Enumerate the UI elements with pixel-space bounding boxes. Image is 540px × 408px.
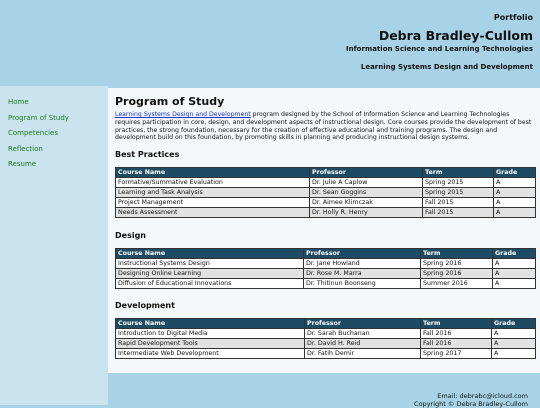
course-cell: Diffusion of Educational Innovations [116, 279, 304, 289]
professor-cell: Dr. David H. Reid [305, 339, 421, 349]
grade-cell: A [493, 259, 536, 269]
col-header-term: Term [421, 249, 493, 259]
site-footer [108, 373, 540, 408]
nav-item-reflection[interactable]: Reflection [8, 145, 43, 153]
main-content [108, 88, 540, 373]
course-cell: Intermediate Web Development [116, 349, 305, 359]
grade-cell: A [492, 349, 536, 359]
term-cell: Spring 2016 [421, 269, 493, 279]
grade-cell: A [493, 269, 536, 279]
intro-text: program designed by the School of Information Science and Learning Technologies requires participation in core, design, and development aspects of instructional design. Core courses provide the development of best practices, the strong foundation, necessary for the creation of effective educational and training programs. The design and development build on this foundation, by promoting skills in planning and producing instructional design systems. [115, 111, 532, 142]
grade-cell: A [494, 208, 536, 218]
grade-cell: A [494, 198, 536, 208]
site-header [0, 0, 540, 86]
professor-cell: Dr. Aimee Klimczak [310, 198, 423, 208]
professor-cell: Dr. Holly R. Henry [310, 208, 423, 218]
nav-item-competencies[interactable]: Competencies [8, 129, 58, 137]
table-row [116, 349, 536, 359]
professor-cell: Dr. Julie A Caplow [310, 178, 423, 188]
course-cell: Rapid Development Tools [116, 339, 305, 349]
professor-cell: Dr. Thitinun Boonseng [304, 279, 421, 289]
term-cell: Summer 2016 [421, 279, 493, 289]
course-cell: Needs Assessment [116, 208, 310, 218]
term-cell: Fall 2015 [423, 208, 494, 218]
program-subtitle: Information Science and Learning Technologies [346, 45, 533, 53]
term-cell: Fall 2015 [423, 198, 494, 208]
table-header-row [116, 168, 536, 178]
design-table [115, 248, 536, 289]
term-cell: Spring 2015 [423, 178, 494, 188]
course-cell: Learning and Task Analysis [116, 188, 310, 198]
col-header-term: Term [423, 168, 494, 178]
section-title-development: Development [115, 301, 175, 310]
nav-item-resume[interactable]: Resume [8, 160, 37, 168]
term-cell: Spring 2015 [423, 188, 494, 198]
table-row [116, 208, 536, 218]
col-header-professor: Professor [305, 319, 421, 329]
table-row [116, 339, 536, 349]
term-cell: Fall 2016 [421, 329, 492, 339]
table-header-row [116, 249, 536, 259]
grade-cell: A [494, 188, 536, 198]
section-title-best-practices: Best Practices [115, 150, 180, 159]
term-cell: Spring 2017 [421, 349, 492, 359]
col-header-grade: Grade [493, 249, 536, 259]
table-row [116, 198, 536, 208]
footer-copyright: Copyright © Debra Bradley-Cullom [414, 400, 528, 408]
table-row [116, 259, 536, 269]
program-link[interactable]: Learning Systems Design and Development [115, 111, 251, 118]
section-title-design: Design [115, 231, 146, 240]
course-cell: Formative/Summative Evaluation [116, 178, 310, 188]
course-cell: Designing Online Learning [116, 269, 304, 279]
table-row [116, 188, 536, 198]
grade-cell: A [492, 329, 536, 339]
development-table [115, 318, 536, 359]
intro-paragraph [115, 111, 535, 142]
professor-cell: Dr. Jane Howland [304, 259, 421, 269]
col-header-professor: Professor [310, 168, 423, 178]
course-cell: Introduction to Digital Media [116, 329, 305, 339]
site-owner-name: Debra Bradley-Cullom [378, 28, 533, 43]
col-header-course: Course Name [116, 319, 305, 329]
professor-cell: Dr. Sean Goggins [310, 188, 423, 198]
table-row [116, 269, 536, 279]
col-header-grade: Grade [492, 319, 536, 329]
col-header-term: Term [421, 319, 492, 329]
portfolio-label: Portfolio [493, 13, 533, 22]
col-header-grade: Grade [494, 168, 536, 178]
grade-cell: A [493, 279, 536, 289]
best-practices-table [115, 167, 536, 218]
col-header-professor: Professor [304, 249, 421, 259]
table-header-row [116, 319, 536, 329]
specialization-subtitle: Learning Systems Design and Development [360, 63, 533, 71]
course-cell: Project Management [116, 198, 310, 208]
table-row [116, 329, 536, 339]
page-title: Program of Study [115, 95, 225, 108]
term-cell: Fall 2016 [421, 339, 492, 349]
nav-item-program-of-study[interactable]: Program of Study [8, 114, 69, 122]
term-cell: Spring 2016 [421, 259, 493, 269]
grade-cell: A [492, 339, 536, 349]
col-header-course: Course Name [116, 249, 304, 259]
col-header-course: Course Name [116, 168, 310, 178]
sidebar-nav [0, 86, 108, 405]
professor-cell: Dr. Fatih Demir [305, 349, 421, 359]
course-cell: Instructional Systems Design [116, 259, 304, 269]
nav-item-home[interactable]: Home [8, 98, 29, 106]
table-row [116, 178, 536, 188]
footer-email: Email: debrabc@icloud.com [437, 392, 528, 400]
professor-cell: Dr. Rose M. Marra [304, 269, 421, 279]
table-row [116, 279, 536, 289]
grade-cell: A [494, 178, 536, 188]
professor-cell: Dr. Sarah Buchanan [305, 329, 421, 339]
